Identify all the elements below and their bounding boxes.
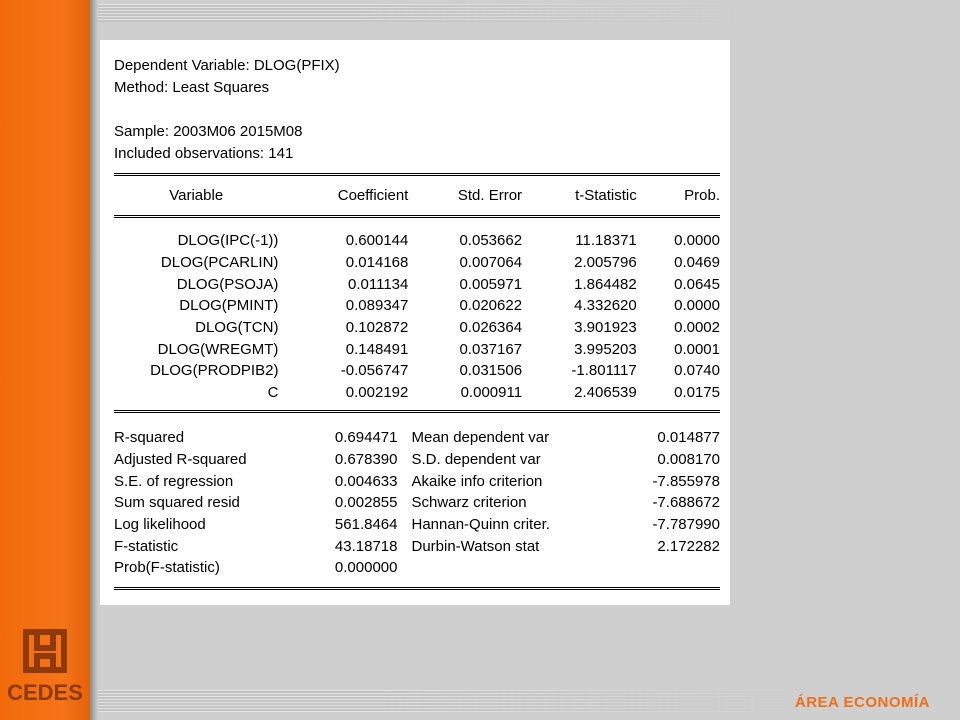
coefficient-table	[114, 230, 720, 404]
table-row	[114, 492, 720, 514]
left-accent-bar	[0, 0, 90, 720]
variable-name: C	[267, 384, 279, 402]
stat-label: F-statistic	[114, 537, 179, 555]
stat-value	[617, 557, 720, 579]
area-label: ÁREA ECONOMÍA	[794, 694, 930, 711]
coef-cell: 3.995203	[574, 340, 637, 358]
table-row	[114, 252, 720, 274]
stat-value: 0.000000	[334, 559, 398, 577]
stat-label: S.D. dependent var	[411, 451, 541, 469]
variable-name: DLOG(PRODPIB2)	[150, 362, 279, 380]
coef-cell: 0.102872	[345, 319, 409, 337]
table-row	[114, 535, 720, 557]
variable-name: DLOG(PSOJA)	[176, 275, 279, 293]
coef-cell: 1.864482	[574, 275, 637, 293]
col-t-statistic: t-Statistic	[575, 187, 637, 205]
coef-cell: 4.332620	[574, 297, 637, 315]
coef-cell: 0.0000	[674, 232, 720, 250]
coef-cell: 0.0001	[674, 340, 720, 358]
table-row	[114, 557, 720, 579]
table-row	[114, 295, 720, 317]
variable-name: DLOG(WREGMT)	[157, 340, 279, 358]
stat-value: -7.688672	[652, 494, 720, 512]
table-row	[114, 470, 720, 492]
sample-line: Sample: 2003M06 2015M08	[114, 123, 303, 140]
stat-label: Log likelihood	[114, 516, 206, 534]
coef-cell: 0.007064	[459, 254, 523, 272]
coef-cell: 2.005796	[574, 254, 637, 272]
variable-name: DLOG(TCN)	[195, 319, 279, 337]
table-row	[114, 427, 720, 449]
coef-cell: 0.0740	[674, 362, 720, 380]
coef-cell: 0.020622	[459, 297, 523, 315]
observations-line: Included observations: 141	[114, 145, 294, 162]
variable-name: DLOG(PMINT)	[179, 297, 279, 315]
stat-value: 43.18718	[334, 537, 398, 555]
stat-label: Sum squared resid	[114, 494, 240, 512]
coef-cell: 0.089347	[345, 297, 409, 315]
coef-cell: 2.406539	[574, 384, 637, 402]
coef-cell: 0.0175	[674, 384, 720, 402]
coef-cell: -1.801117	[571, 362, 637, 380]
cedes-logo-icon	[20, 626, 70, 676]
stat-value: -7.855978	[652, 472, 720, 490]
coef-cell: 0.002192	[345, 384, 409, 402]
col-std-error: Std. Error	[457, 187, 523, 205]
table-bottom-rule	[114, 587, 720, 590]
stat-label: Hannan-Quinn criter.	[411, 516, 550, 534]
stat-value: 2.172282	[657, 537, 720, 555]
header-bottom-rule	[114, 215, 720, 218]
logo-text: CEDES	[7, 680, 83, 705]
coef-cell: 0.600144	[345, 232, 409, 250]
table-row	[114, 449, 720, 471]
stat-value: 0.014877	[657, 429, 720, 447]
coef-cell: 0.037167	[459, 340, 523, 358]
variable-name: DLOG(IPC(-1))	[177, 232, 279, 250]
stat-value: 0.002855	[334, 494, 398, 512]
coef-cell: 0.011134	[348, 275, 409, 293]
top-stripes	[98, 4, 738, 22]
coef-cell: 0.031506	[459, 362, 523, 380]
coef-cell: 3.901923	[574, 319, 637, 337]
method-line: Method: Least Squares	[114, 79, 270, 96]
bottom-stripes	[98, 690, 798, 712]
coef-cell: 0.0469	[674, 254, 720, 272]
stat-value: 0.694471	[334, 429, 398, 447]
table-row	[114, 317, 720, 339]
coef-cell: -0.056747	[340, 362, 409, 380]
stat-value: 0.004633	[334, 472, 398, 490]
stat-value: 0.008170	[657, 451, 720, 469]
coef-cell: 0.0000	[674, 297, 720, 315]
coef-cell: 0.053662	[459, 232, 523, 250]
stat-label: R-squared	[114, 429, 185, 447]
col-prob: Prob.	[684, 187, 720, 205]
table-row	[114, 360, 720, 382]
table-row	[114, 338, 720, 360]
col-coefficient: Coefficient	[337, 187, 409, 205]
coef-bottom-rule	[114, 410, 720, 413]
coef-cell: 0.0645	[674, 275, 720, 293]
table-row	[114, 273, 720, 295]
stat-label: Durbin-Watson stat	[411, 537, 540, 555]
stat-label	[398, 557, 617, 579]
coefficient-table-header	[114, 185, 720, 207]
stat-label: Prob(F-statistic)	[114, 559, 220, 577]
stat-value: -7.787990	[652, 516, 720, 534]
coef-cell: 0.000911	[460, 384, 523, 402]
coef-cell: 0.148491	[345, 340, 409, 358]
table-row	[114, 382, 720, 404]
stat-label: Akaike info criterion	[411, 472, 543, 490]
col-variable: Variable	[169, 187, 224, 205]
stat-label: Schwarz criterion	[411, 494, 527, 512]
coef-cell: 11.18371	[575, 232, 637, 250]
dependent-variable-line: Dependent Variable: DLOG(PFIX)	[114, 57, 340, 74]
stat-value: 0.678390	[334, 451, 398, 469]
stat-label: Adjusted R-squared	[114, 451, 247, 469]
coef-cell: 0.014168	[345, 254, 409, 272]
regression-output-panel	[100, 40, 730, 605]
statistics-table	[114, 427, 720, 579]
table-row	[114, 230, 720, 252]
variable-name: DLOG(PCARLIN)	[160, 254, 279, 272]
table-row	[114, 514, 720, 536]
table-top-rule	[114, 173, 720, 176]
coef-cell: 0.026364	[459, 319, 523, 337]
stat-value: 561.8464	[334, 516, 398, 534]
stat-label: S.E. of regression	[114, 472, 234, 490]
coef-cell: 0.0002	[674, 319, 720, 337]
stat-label: Mean dependent var	[411, 429, 550, 447]
coef-cell: 0.005971	[459, 275, 523, 293]
accent-bar-shadow	[90, 0, 98, 720]
